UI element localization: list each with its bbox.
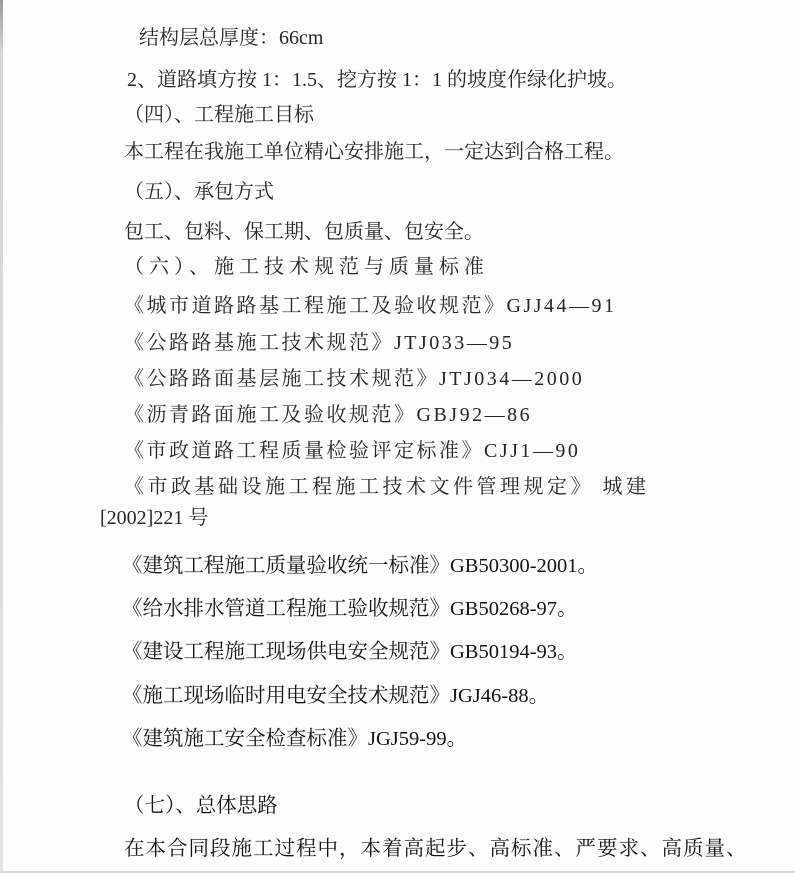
standard-cjj1-90: 《市政道路工程质量检验评定标准》CJJ1—90 bbox=[124, 440, 581, 462]
standard-gbj92-86: 《沥青路面施工及验收规范》GBJ92—86 bbox=[124, 404, 533, 426]
standard-chengjian-wrap-2: [2002]221 号 bbox=[100, 507, 209, 529]
standard-jgj46-88: 《施工现场临时用电安全技术规范》JGJ46-88。 bbox=[122, 685, 550, 707]
standard-gb50268-97: 《给水排水管道工程施工验收规范》GB50268-97。 bbox=[122, 598, 578, 620]
paragraph-goal: 本工程在我施工单位精心安排施工，一定达到合格工程。 bbox=[124, 141, 624, 163]
scan-edge-left bbox=[0, 0, 3, 873]
paragraph-slope-spec: 2、道路填方按 1：1.5、挖方按 1：1 的坡度作绿化护坡。 bbox=[127, 69, 627, 91]
standard-gjj44-91: 《城市道路路基工程施工及验收规范》GJJ44—91 bbox=[124, 295, 617, 317]
standard-jtj033-95: 《公路路基施工技术规范》JTJ033—95 bbox=[124, 332, 515, 354]
standard-jtj034-2000: 《公路路面基层施工技术规范》JTJ034—2000 bbox=[124, 368, 585, 390]
standard-gb50300-2001: 《建筑工程施工质量验收统一标准》GB50300-2001。 bbox=[122, 555, 599, 577]
paragraph-overall-approach: 在本合同段施工过程中，本着高起步、高标准、严要求、高质量、 bbox=[124, 838, 748, 860]
heading-section-5: （五）、承包方式 bbox=[124, 181, 274, 203]
standard-chengjian-wrap-1: 《市政基础设施工程施工技术文件管理规定》 城建 bbox=[124, 476, 650, 498]
heading-section-4: （四）、工程施工目标 bbox=[124, 104, 314, 126]
paragraph-structure-thickness: 结构层总厚度：66cm bbox=[139, 27, 324, 49]
standard-gb50194-93: 《建设工程施工现场供电安全规范》GB50194-93。 bbox=[122, 641, 578, 663]
standard-jgj59-99: 《建筑施工安全检查标准》JGJ59-99。 bbox=[122, 728, 468, 750]
paragraph-contract-mode: 包工、包料、保工期、包质量、包安全。 bbox=[124, 221, 484, 243]
heading-section-6: （六）、施工技术规范与质量标准 bbox=[124, 256, 489, 278]
heading-section-7: （七）、总体思路 bbox=[124, 795, 278, 817]
